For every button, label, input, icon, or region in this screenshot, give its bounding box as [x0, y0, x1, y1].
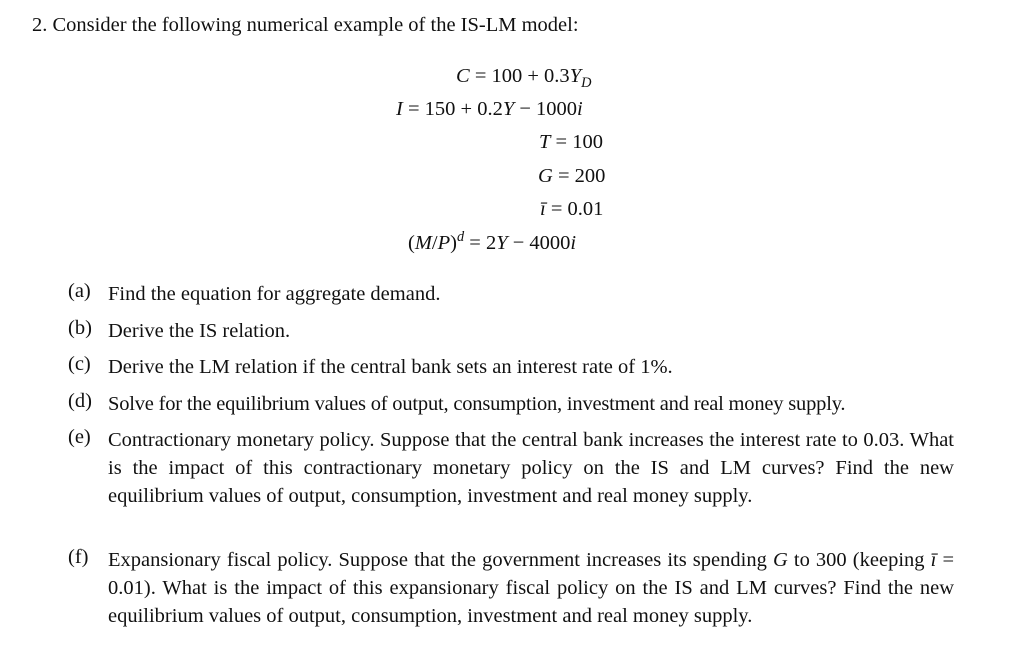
subquestion-f-var-ibar: ī: [930, 549, 937, 571]
eq-i-rhs-a: = 150 + 0.2: [407, 98, 503, 120]
eq-g-rhs: = 200: [557, 165, 606, 187]
eq-c-var: Y: [569, 65, 582, 87]
subquestion-label: (b): [68, 317, 92, 339]
eq-ibar-lhs: ī: [540, 198, 546, 220]
equation-money-demand: [408, 229, 576, 257]
subquestion-text: Derive the LM relation if the central bank sets an interest rate of 1%.: [108, 356, 673, 378]
subquestion-text: Contractionary monetary policy. Suppose that the central bank increases the interest rate to 0.03. What is the impact of this contractionary monetary policy on the IS and LM curves? Find the new equilibrium values of output, consumption, investment and real money supply.: [108, 429, 954, 507]
eq-c-rhs: = 100 + 0.3: [474, 65, 570, 87]
question-prompt: Consider the following numerical example of the IS-LM model:: [52, 14, 579, 36]
subquestion-f-text-c: = 0.01). What is the impact of this expansionary fiscal policy on the IS and LM curves? Find the new equilibrium values of output, consumption, investment and real money supply.: [108, 549, 954, 627]
eq-md-rhs-b: − 4000: [507, 232, 571, 254]
subquestion-text: Derive the IS relation.: [108, 320, 291, 342]
eq-md-var-b: i: [570, 232, 577, 254]
equation-government: [538, 162, 605, 190]
eq-c-lhs: C: [456, 65, 470, 87]
subquestion-f-text-a: Expansionary fiscal policy. Suppose that the government increases its spending: [108, 549, 773, 571]
eq-md-lhs-m: M: [414, 232, 432, 254]
subquestion-label: (e): [68, 426, 91, 448]
eq-i-var-b: i: [577, 98, 583, 120]
eq-i-lhs: I: [396, 98, 403, 120]
subquestion-text: [108, 546, 954, 630]
eq-md-lhs-p: P: [437, 232, 451, 254]
equation-interest-rate: [540, 195, 603, 223]
eq-ibar-rhs: = 0.01: [550, 198, 604, 220]
question-number: 2.: [32, 14, 48, 36]
eq-t-lhs: T: [539, 131, 551, 153]
eq-md-var-a: Y: [496, 232, 508, 254]
subquestion-label: (d): [68, 390, 92, 412]
eq-i-rhs-b: − 1000: [514, 98, 578, 120]
equation-investment: [396, 95, 583, 123]
eq-i-var-a: Y: [502, 98, 515, 120]
equation-taxes: [539, 128, 603, 156]
eq-md-lhs-close: ): [450, 232, 457, 254]
eq-md-lhs-open: (: [408, 232, 415, 254]
eq-c-sub: D: [581, 75, 592, 92]
subquestion-f-text-b: to 300 (keeping: [787, 549, 931, 571]
subquestion-f-var-g: G: [772, 549, 788, 571]
subquestion-text: Solve for the equilibrium values of output, consumption, investment and real money supply.: [108, 393, 846, 415]
eq-md-lhs-slash: /: [431, 232, 438, 254]
eq-t-rhs: = 100: [555, 131, 603, 153]
eq-md-rhs-a: = 2: [469, 232, 497, 254]
subquestion-label: (c): [68, 353, 91, 375]
eq-md-sup: d: [456, 229, 465, 246]
eq-g-lhs: G: [538, 165, 553, 187]
question-heading: [32, 14, 579, 37]
subquestion-text: Find the equation for aggregate demand.: [108, 283, 441, 305]
equation-consumption: [456, 62, 591, 90]
subquestion-label: (a): [68, 280, 91, 302]
subquestion-label: (f): [68, 546, 89, 568]
